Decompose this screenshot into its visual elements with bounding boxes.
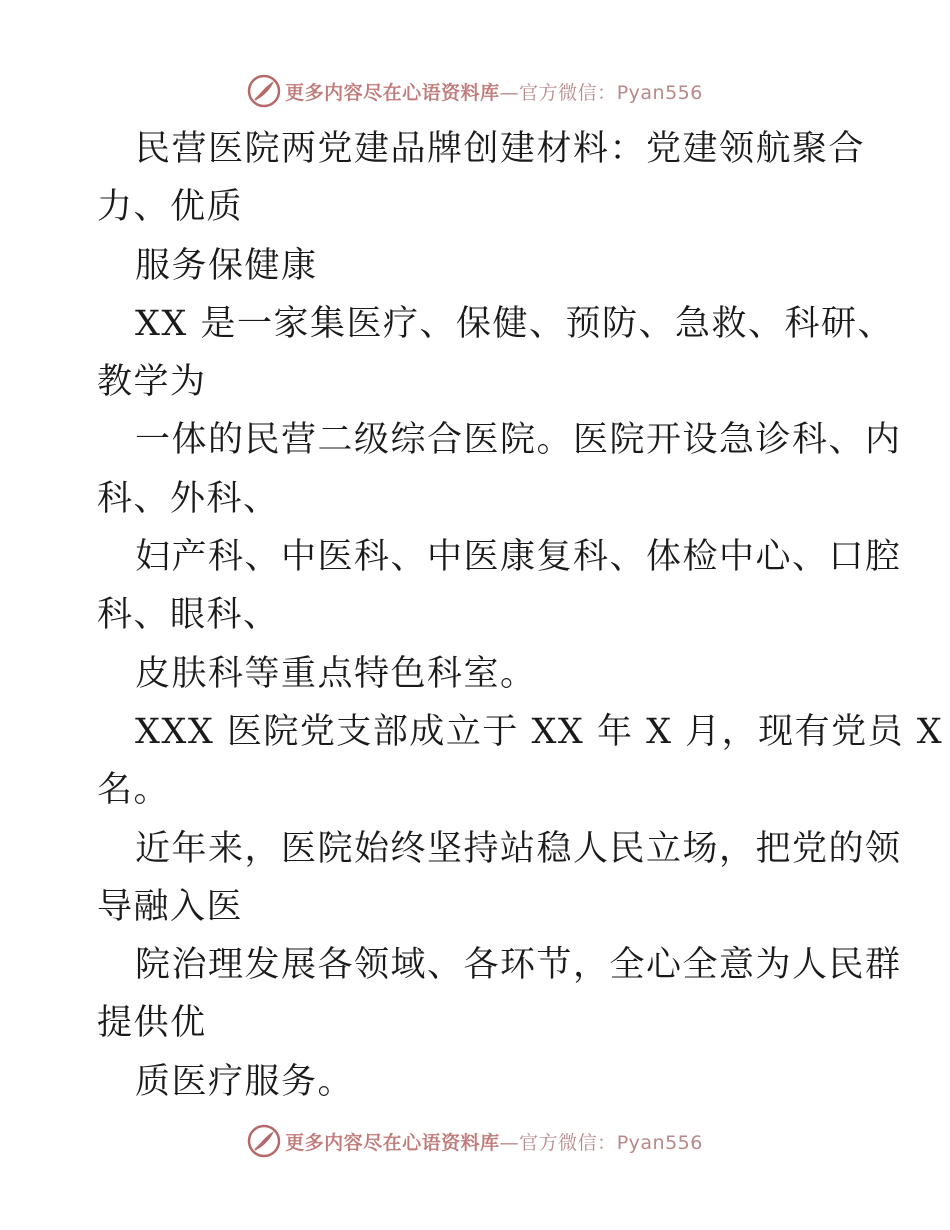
text-line: 科、眼科、 [97, 595, 280, 636]
text-line: 导融入医 [97, 886, 244, 927]
text-line: XX 是一家集医疗、保健、预防、急救、科研、 [135, 303, 894, 344]
text-line: 妇产科、中医科、中医康复科、体检中心、口腔 [135, 537, 902, 578]
watermark-text: 更多内容尽在心语资料库—官方微信：Pyan556 [285, 81, 703, 104]
text-line: 民营医院两党建品牌创建材料：党建领航聚合 [135, 129, 866, 169]
header-watermark [0, 71, 950, 111]
text-line: 提供优 [97, 1003, 207, 1044]
text-line: 名。 [97, 770, 171, 811]
text-line: 教学为 [97, 362, 207, 403]
text-line: 服务保健康 [135, 245, 318, 286]
text-line: 皮肤科等重点特色科室。 [135, 653, 537, 694]
text-line: 一体的民营二级综合医院。医院开设急诊科、内 [135, 420, 902, 461]
text-line: 近年来，医院始终坚持站稳人民立场，把党的领 [135, 828, 902, 869]
text-line: 科、外科、 [97, 478, 280, 519]
text-line: 院治理发展各领域、各环节，全心全意为人民群 [135, 945, 902, 986]
document-body [97, 120, 944, 1111]
text-line: XXX 医院党支部成立于 XX 年 X 月，现有党员 X [135, 711, 944, 752]
feather-logo-icon [247, 1124, 281, 1158]
text-line: 质医疗服务。 [135, 1061, 355, 1102]
feather-logo-icon [247, 74, 281, 108]
footer-watermark [0, 1121, 950, 1161]
watermark-text: 更多内容尽在心语资料库—官方微信：Pyan556 [285, 1131, 703, 1154]
text-line: 力、优质 [97, 187, 244, 228]
